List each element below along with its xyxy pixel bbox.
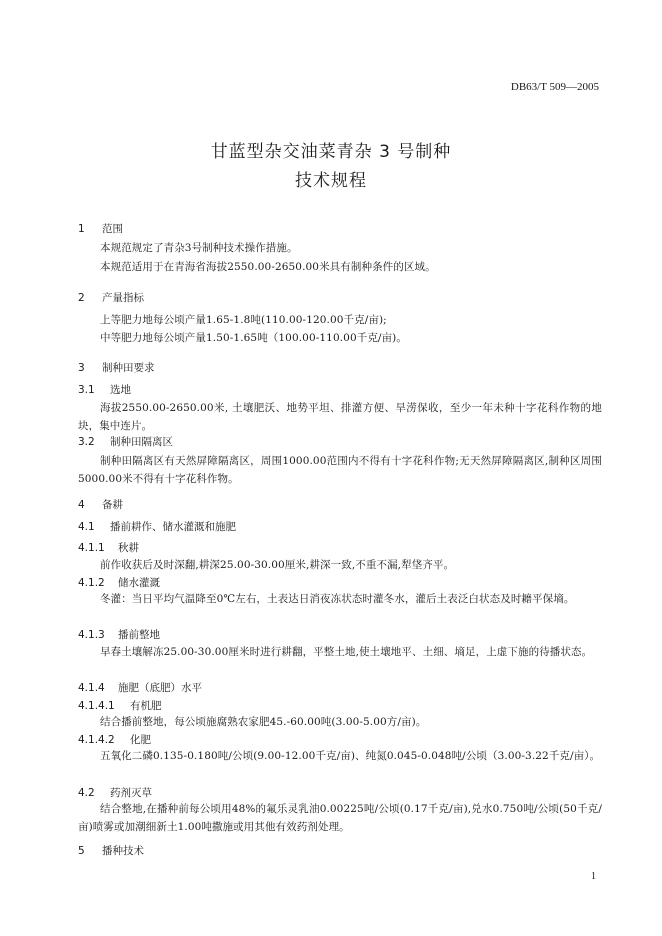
paragraph: 上等肥力地每公顷产量1.65-1.8吨(110.00-120.00千克/亩); [100,314,387,326]
section-title: 制种田要求 [102,362,155,374]
section-number: 1 [78,223,85,235]
section-title: 播种技术 [102,845,144,857]
section-title: 播前耕作、储水灌溉和施肥 [110,521,236,533]
standard-number: DB63/T 509—2005 [510,81,599,93]
paragraph: 五氧化二磷0.135-0.180吨/公顷(9.00-12.00千克/亩)、纯氮0.045-0.048吨/公顷（3.00-3.22千克/亩）。 [100,750,601,762]
section-number: 4.1 [78,521,95,533]
section-heading-3 [78,360,155,375]
section-title: 秋耕 [118,542,139,554]
section-number: 3 [78,362,85,374]
section-heading-4-1-4 [78,680,202,695]
section-title: 制种田隔离区 [110,436,173,448]
section-heading-4-1-4-1 [78,698,162,713]
section-title: 化肥 [130,734,151,746]
paragraph: 冬灌：当日平均气温降至0℃左右，土表达日消夜冻状态时灌冬水，灌后土表泛白状态及时耱平保墒。 [100,593,575,605]
section-number: 4.1.2 [78,577,105,589]
section-heading-3-1 [78,382,131,397]
section-heading-4-1 [78,519,236,534]
section-title: 播前整地 [118,629,160,641]
document-title: 甘蓝型杂交油菜青杂 3 号制种 [210,142,452,162]
paragraph: 中等肥力地每公顷产量1.50-1.65吨（100.00-110.00千克/亩)。 [100,332,407,344]
document-subtitle: 技术规程 [295,171,367,191]
section-number: 4.1.4 [78,682,105,694]
paragraph: 制种田隔离区有天然屏障隔离区，周围1000.00范围内不得有十字花科作物;无天然屏障隔离区,制种区周围5000.00米不得有十字花科作物。 [78,455,602,485]
section-number: 4.1.1 [78,542,105,554]
section-heading-2 [78,290,144,305]
section-number: 2 [78,292,85,304]
section-title: 药剂灭草 [110,787,152,799]
section-heading-3-2 [78,434,173,449]
section-heading-5 [78,843,144,858]
section-heading-4-1-1 [78,540,139,555]
section-heading-1 [78,221,123,236]
section-number: 4.1.4.1 [78,700,115,712]
section-heading-4 [78,497,123,512]
section-title: 施肥（底肥）水平 [118,682,202,694]
paragraph: 结合播前整地，每公顷施腐熟农家肥45.-60.00吨(3.00-5.00方/亩)。 [100,716,427,728]
paragraph: 本规范规定了青杂3号制种技术操作措施。 [100,242,298,254]
paragraph: 前作收获后及时深翻,耕深25.00-30.00厘米,耕深一致,不重不漏,犁垡齐平。 [100,559,455,571]
section-heading-4-1-3 [78,627,160,642]
paragraph: 结合整地,在播种前每公顷用48%的氟乐灵乳油0.00225吨/公顷(0.17千克/亩),兑水0.750吨/公顷(50千克/亩)喷雾或加潮细新土1.00吨撒施或用其他有效药剂处理。 [78,803,602,833]
section-title: 备耕 [102,499,123,511]
section-number: 4.1.3 [78,629,105,641]
page-number: 1 [591,871,596,882]
section-title: 范围 [102,223,123,235]
section-number: 3.1 [78,384,95,396]
section-title: 产量指标 [102,292,144,304]
section-number: 3.2 [78,436,95,448]
section-title: 有机肥 [130,700,162,712]
section-number: 5 [78,845,85,857]
section-heading-4-2 [78,785,152,800]
section-number: 4 [78,499,85,511]
section-title: 储水灌溉 [118,577,160,589]
section-number: 4.2 [78,787,95,799]
section-number: 4.1.4.2 [78,734,115,746]
section-heading-4-1-4-2 [78,732,151,747]
section-heading-4-1-2 [78,575,160,590]
paragraph: 早春土壤解冻25.00-30.00厘米时进行耕翻，平整土地,使土壤地平、土细、墒足，上虚下施的待播状态。 [100,646,593,658]
paragraph: 海拔2550.00-2650.00米, 土壤肥沃、地势平坦、排灌方便、旱涝保收，至少一年未种十字花科作物的地块，集中连片。 [78,402,602,432]
section-title: 选地 [110,384,131,396]
paragraph: 本规范适用于在青海省海拔2550.00-2650.00米具有制种条件的区域。 [100,261,436,273]
